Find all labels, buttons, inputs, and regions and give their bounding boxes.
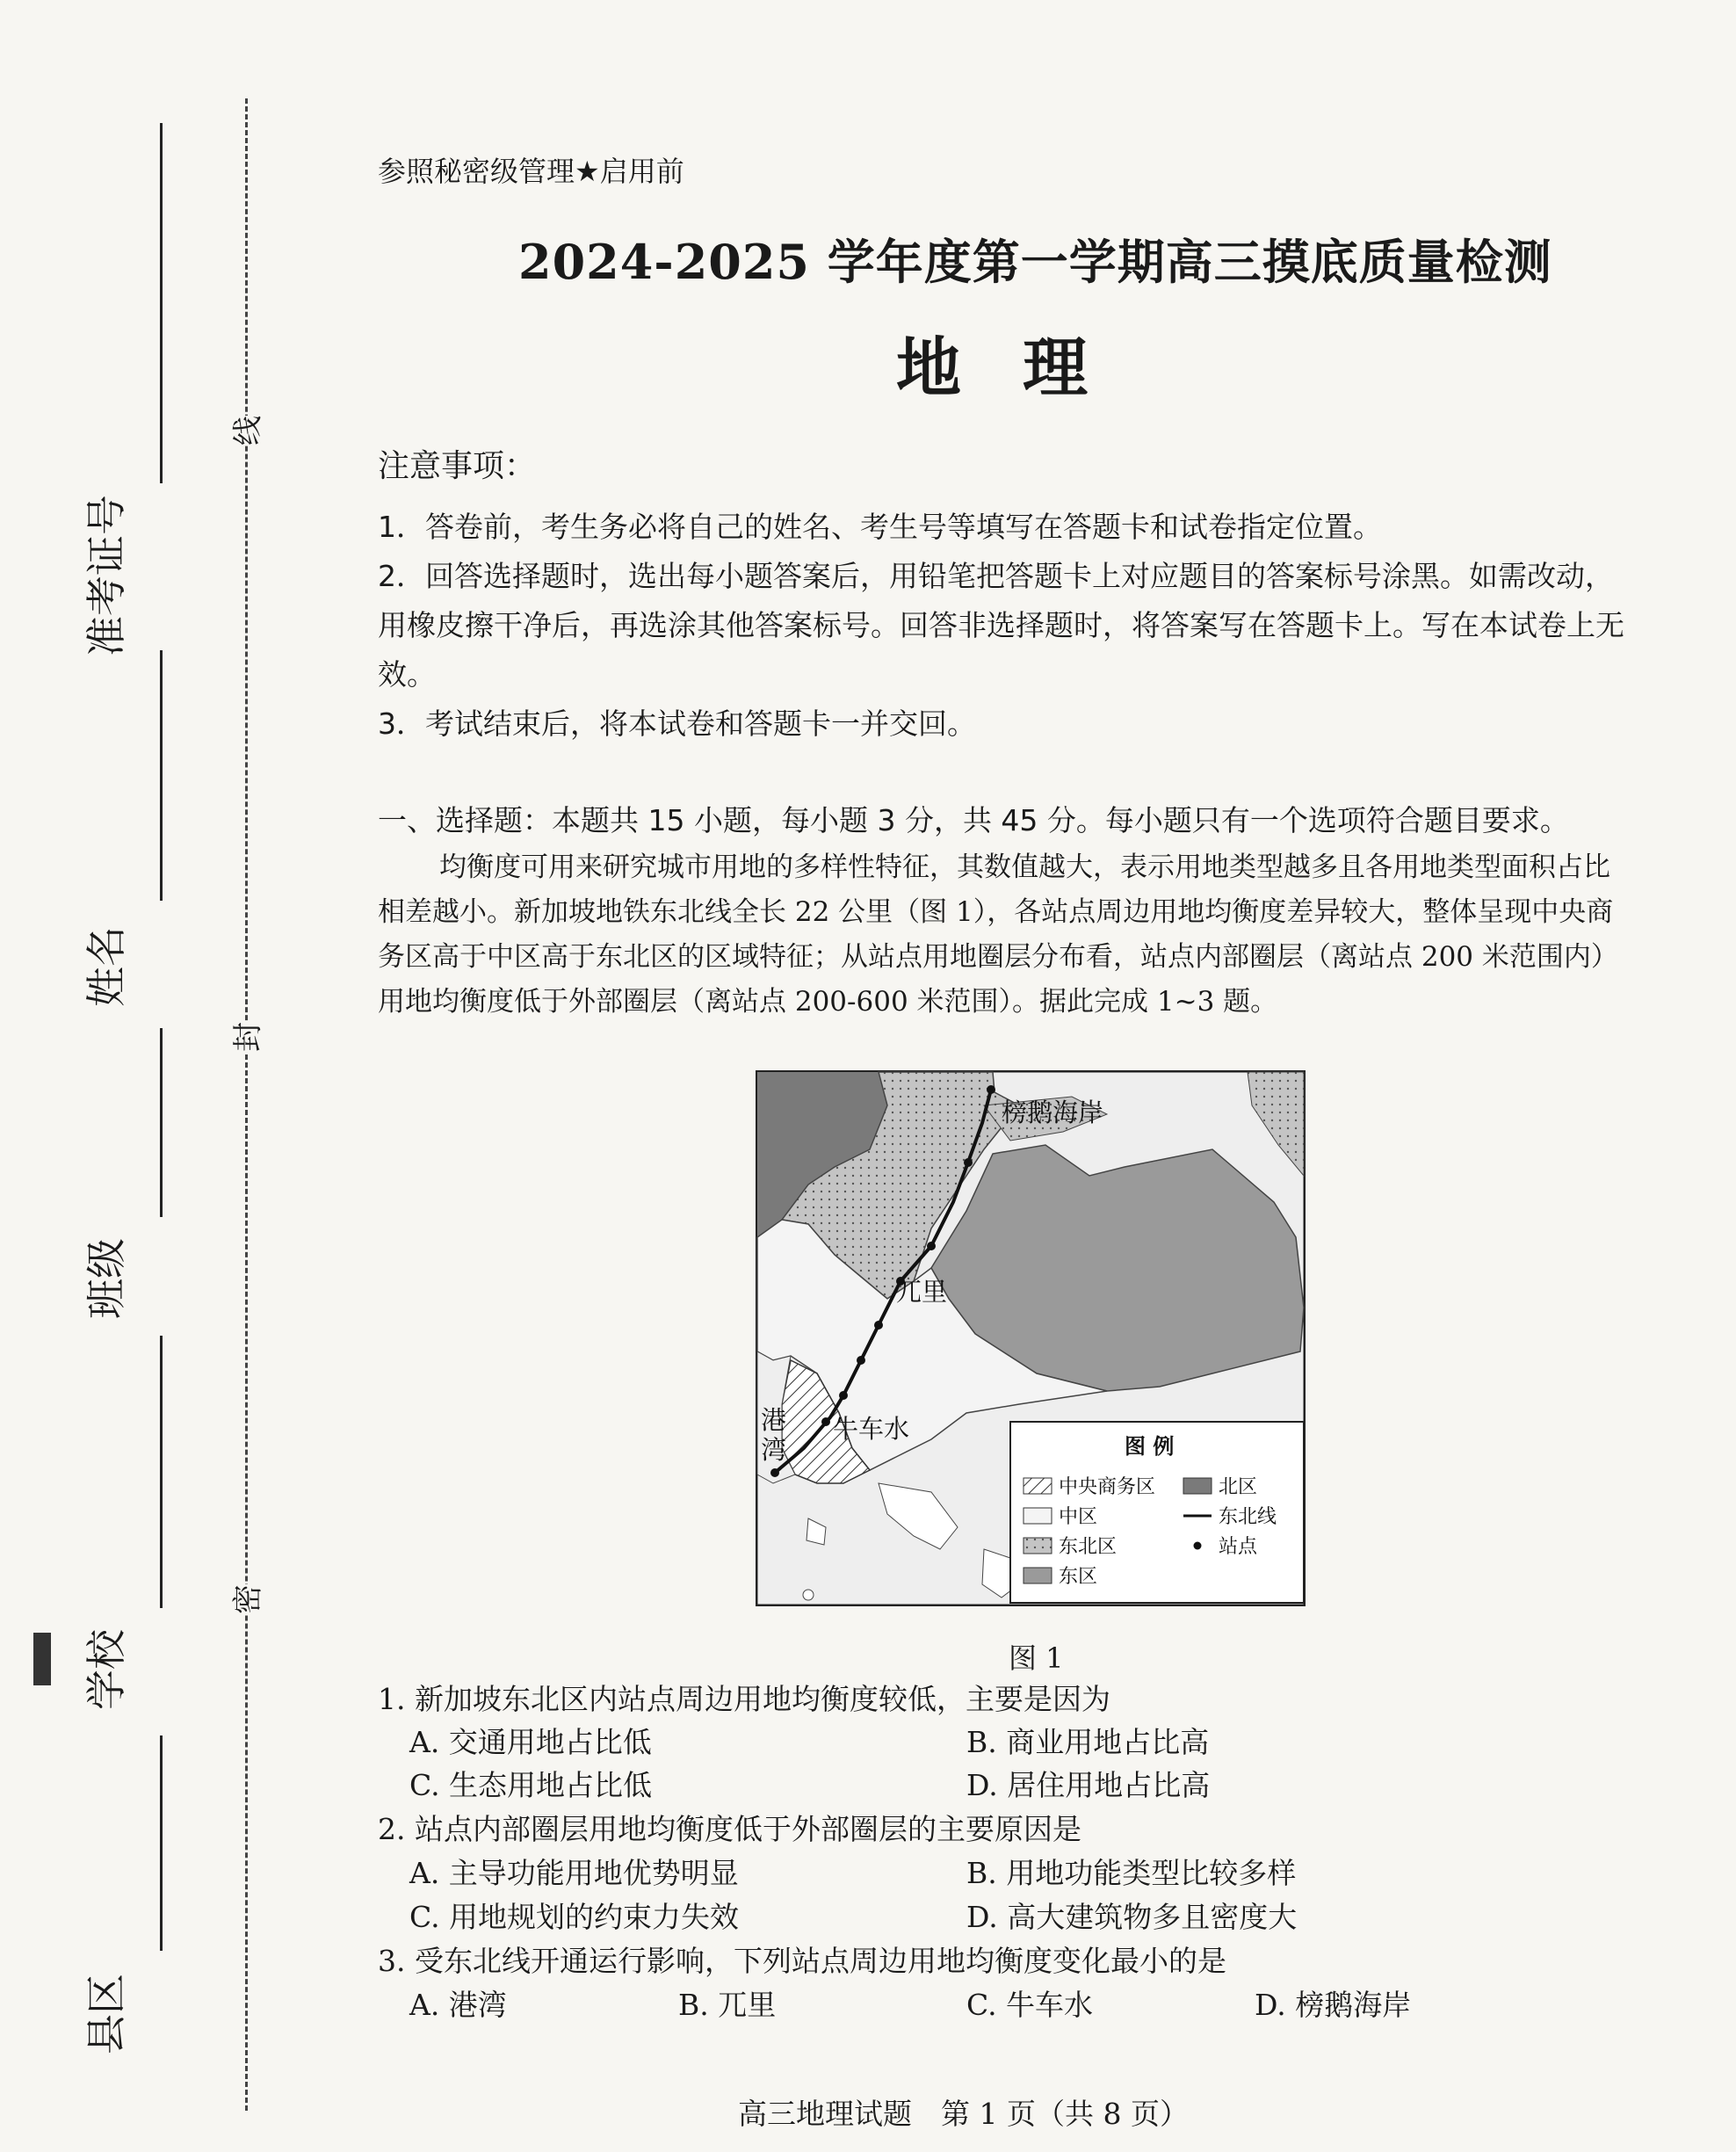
class-line xyxy=(160,1028,163,1217)
option-c: C. 牛车水 xyxy=(966,1988,1094,2022)
section-heading: 一、选择题：本题共 15 小题，每小题 3 分，共 45 分。每小题只有一个选项符合题目要求。 xyxy=(378,803,1569,837)
option-a: A. 主导功能用地优势明显 xyxy=(409,1856,739,1890)
legend-ne-line: 东北线 xyxy=(1219,1506,1277,1528)
exam-id-line xyxy=(160,123,163,483)
class-label: 班级 xyxy=(83,1238,130,1319)
reading-passage: 均衡度可用来研究城市用地的多样性特征，其数值越大，表示用地类型越多且各用地类型面积占比相差越小。新加坡地铁东北线全长 22 公里（图 1），各站点周边用地均衡度差异较大，整体呈现中央商务区高于中区高于东北区的区域特征；从站点用地圈层分布看，站点内部圈层（离站点 200 米范围内）用地均衡度低于外部圈层（离站点 200-600 米范围）。据此完成 1~3 题。 xyxy=(378,851,1618,1018)
legend-northeast: 东北区 xyxy=(1059,1536,1118,1558)
station-dot xyxy=(987,1085,995,1094)
school-line xyxy=(160,1336,163,1608)
school-label: 学校 xyxy=(83,1629,130,1710)
legend-north: 北区 xyxy=(1219,1476,1258,1498)
station-dot xyxy=(874,1321,883,1330)
station-dot xyxy=(821,1417,830,1426)
option-a: A. 交通用地占比低 xyxy=(409,1725,652,1759)
station-dot xyxy=(839,1391,848,1400)
option-d: D. 居住用地占比高 xyxy=(966,1768,1211,1802)
question-stem: 1. 新加坡东北区内站点周边用地均衡度较低，主要是因为 xyxy=(378,1682,1110,1716)
option-b: B. 商业用地占比高 xyxy=(966,1725,1210,1759)
legend-station: 站点 xyxy=(1219,1536,1258,1558)
station-dot xyxy=(857,1356,865,1365)
subject-title: 地理 xyxy=(896,330,1149,406)
legend-central: 中区 xyxy=(1059,1506,1098,1528)
legend-east: 东区 xyxy=(1059,1566,1098,1588)
exam-title: 2024-2025 学年度第一学期高三摸底质量检测 xyxy=(518,234,1552,290)
seal-dashed-line xyxy=(245,98,248,2111)
map-legend xyxy=(1010,1422,1304,1603)
station-dot xyxy=(927,1242,936,1250)
option-a: A. 港湾 xyxy=(409,1988,507,2022)
option-d: D. 榜鹅海岸 xyxy=(1255,1988,1412,2022)
notice-item: 3．考试结束后，将本试卷和答题卡一并交回。 xyxy=(378,706,976,741)
option-d: D. 高大建筑物多且密度大 xyxy=(966,1900,1298,1934)
notice-item: 1．答卷前，考生务必将自己的姓名、考生号等填写在答题卡和试卷指定位置。 xyxy=(378,510,1382,544)
question-stem: 3. 受东北线开通运行影响，下列站点周边用地均衡度变化最小的是 xyxy=(378,1944,1226,1978)
question-stem: 2. 站点内部圈层用地均衡度低于外部圈层的主要原因是 xyxy=(378,1812,1081,1846)
page-footer: 高三地理试题 第 1 页（共 8 页） xyxy=(738,2097,1189,2131)
figure-caption: 图 1 xyxy=(1009,1641,1064,1675)
seal-char-seal: 封 xyxy=(221,1022,271,1052)
registration-mark xyxy=(33,1633,51,1685)
option-b: B. 用地功能类型比较多样 xyxy=(966,1856,1297,1890)
confidentiality-note: 参照秘密级管理★启用前 xyxy=(378,155,684,188)
station-label-harbourfront-2: 湾 xyxy=(761,1435,787,1465)
notices-heading: 注意事项： xyxy=(378,448,537,484)
county-label: 县区 xyxy=(83,1974,130,2054)
station-label-punggol: 榜鹅海岸 xyxy=(1002,1098,1104,1127)
seal-char-line: 线 xyxy=(221,416,271,446)
name-line xyxy=(160,650,163,901)
singapore-northeast-line-map xyxy=(756,1070,1306,1606)
station-label-harbourfront-1: 港 xyxy=(761,1405,787,1435)
county-line xyxy=(160,1735,163,1951)
station-label-chinatown: 牛车水 xyxy=(833,1414,910,1444)
station-dot xyxy=(964,1158,973,1167)
name-label: 姓名 xyxy=(83,926,130,1007)
legend-cbd: 中央商务区 xyxy=(1059,1476,1156,1498)
exam-id-label: 准考证号 xyxy=(83,495,130,656)
notices-list xyxy=(378,503,1625,749)
legend-title: 图 例 xyxy=(1125,1433,1175,1459)
station-dot xyxy=(770,1468,779,1477)
seal-char-secret: 密 xyxy=(221,1584,271,1614)
option-b: B. 兀里 xyxy=(678,1988,777,2022)
option-c: C. 生态用地占比低 xyxy=(409,1768,653,1802)
option-c: C. 用地规划的约束力失效 xyxy=(409,1900,740,1934)
station-label-serangoon: 兀里 xyxy=(896,1277,948,1307)
notice-item: 2．回答选择题时，选出每小题答案后，用铅笔把答题卡上对应题目的答案标号涂黑。如需改动，用橡皮擦干净后，再选涂其他答案标号。回答非选择题时，将答案写在答题卡上。写在本试卷上无效。 xyxy=(378,559,1624,692)
